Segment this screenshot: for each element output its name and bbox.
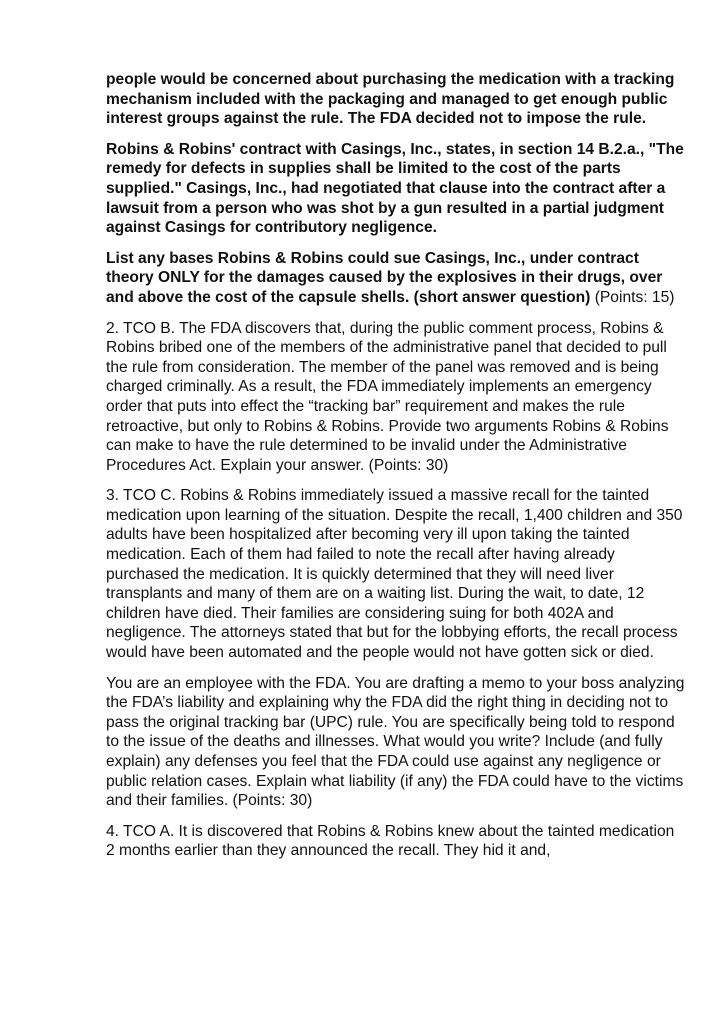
paragraph-casings-contract: Robins & Robins' contract with Casings, Inc., states, in section 14 B.2.a., "The remedy for defects in supplies shall be limited to the cost of the parts supplied." Casings, Inc., had negotiated that clause into the contract after a lawsuit from a person who was shot by a gun resulted in a partial judgment against Casings for contributory negligence. [106, 140, 684, 237]
question-3-prompt: You are an employee with the FDA. You are drafting a memo to your boss analyzing the FDA’s liability and explaining why the FDA did the right thing in deciding not to pass the original tracking bar (UPC) rule. You are specifically being told to respond to the issue of the deaths and illnesses. What would you write? Include (and fully explain) any defenses you feel that the FDA could use against any negligence or public relation cases. Explain what liability (if any) the FDA could have to the victims and their families. (Points: 30) [106, 674, 685, 810]
question-1-points: (Points: 15) [590, 288, 675, 306]
question-1-prompt: List any bases Robins & Robins could sue Casings, Inc., under contract theory ONLY for the damages caused by the explosives in their drugs, over and above the cost of the capsule shells. (short answer question) [106, 249, 663, 306]
question-1 [106, 249, 686, 308]
question-2: 2. TCO B. The FDA discovers that, during the public comment process, Robins & Robins bribed one of the members of the administrative panel that decided to pull the rule from consideration. The member of the panel was removed and is being charged criminally. As a result, the FDA immediately implements an emergency order that puts into effect the “tracking bar” requirement and makes the rule retroactive, but only to Robins & Robins. Provide two arguments Robins & Robins can make to have the rule determined to be invalid under the Administrative Procedures Act. Explain your answer. (Points: 30) [106, 319, 669, 474]
document-body [106, 70, 686, 872]
question-3-scenario: 3. TCO C. Robins & Robins immediately issued a massive recall for the tainted medication upon learning of the situation. Despite the recall, 1,400 children and 350 adults have been hospitalized after becoming very ill upon taking the tainted medication. Each of them had failed to note the recall after having already purchased the medication. It is quickly determined that they will need liver transplants and many of them are on a waiting list. During the wait, to date, 12 children have died. Their families are considering suing for both 402A and negligence. The attorneys stated that but for the lobbying efforts, the recall process would have been automated and the people would not have gotten sick or died. [106, 487, 683, 662]
paragraph-fda-rule-outcome: people would be concerned about purchasing the medication with a tracking mechanism included with the packaging and managed to get enough public interest groups against the rule. The FDA decided not to impose the rule. [106, 71, 675, 128]
question-4: 4. TCO A. It is discovered that Robins & Robins knew about the tainted medication 2 months earlier than they announced the recall. They hid it and, [106, 822, 675, 860]
